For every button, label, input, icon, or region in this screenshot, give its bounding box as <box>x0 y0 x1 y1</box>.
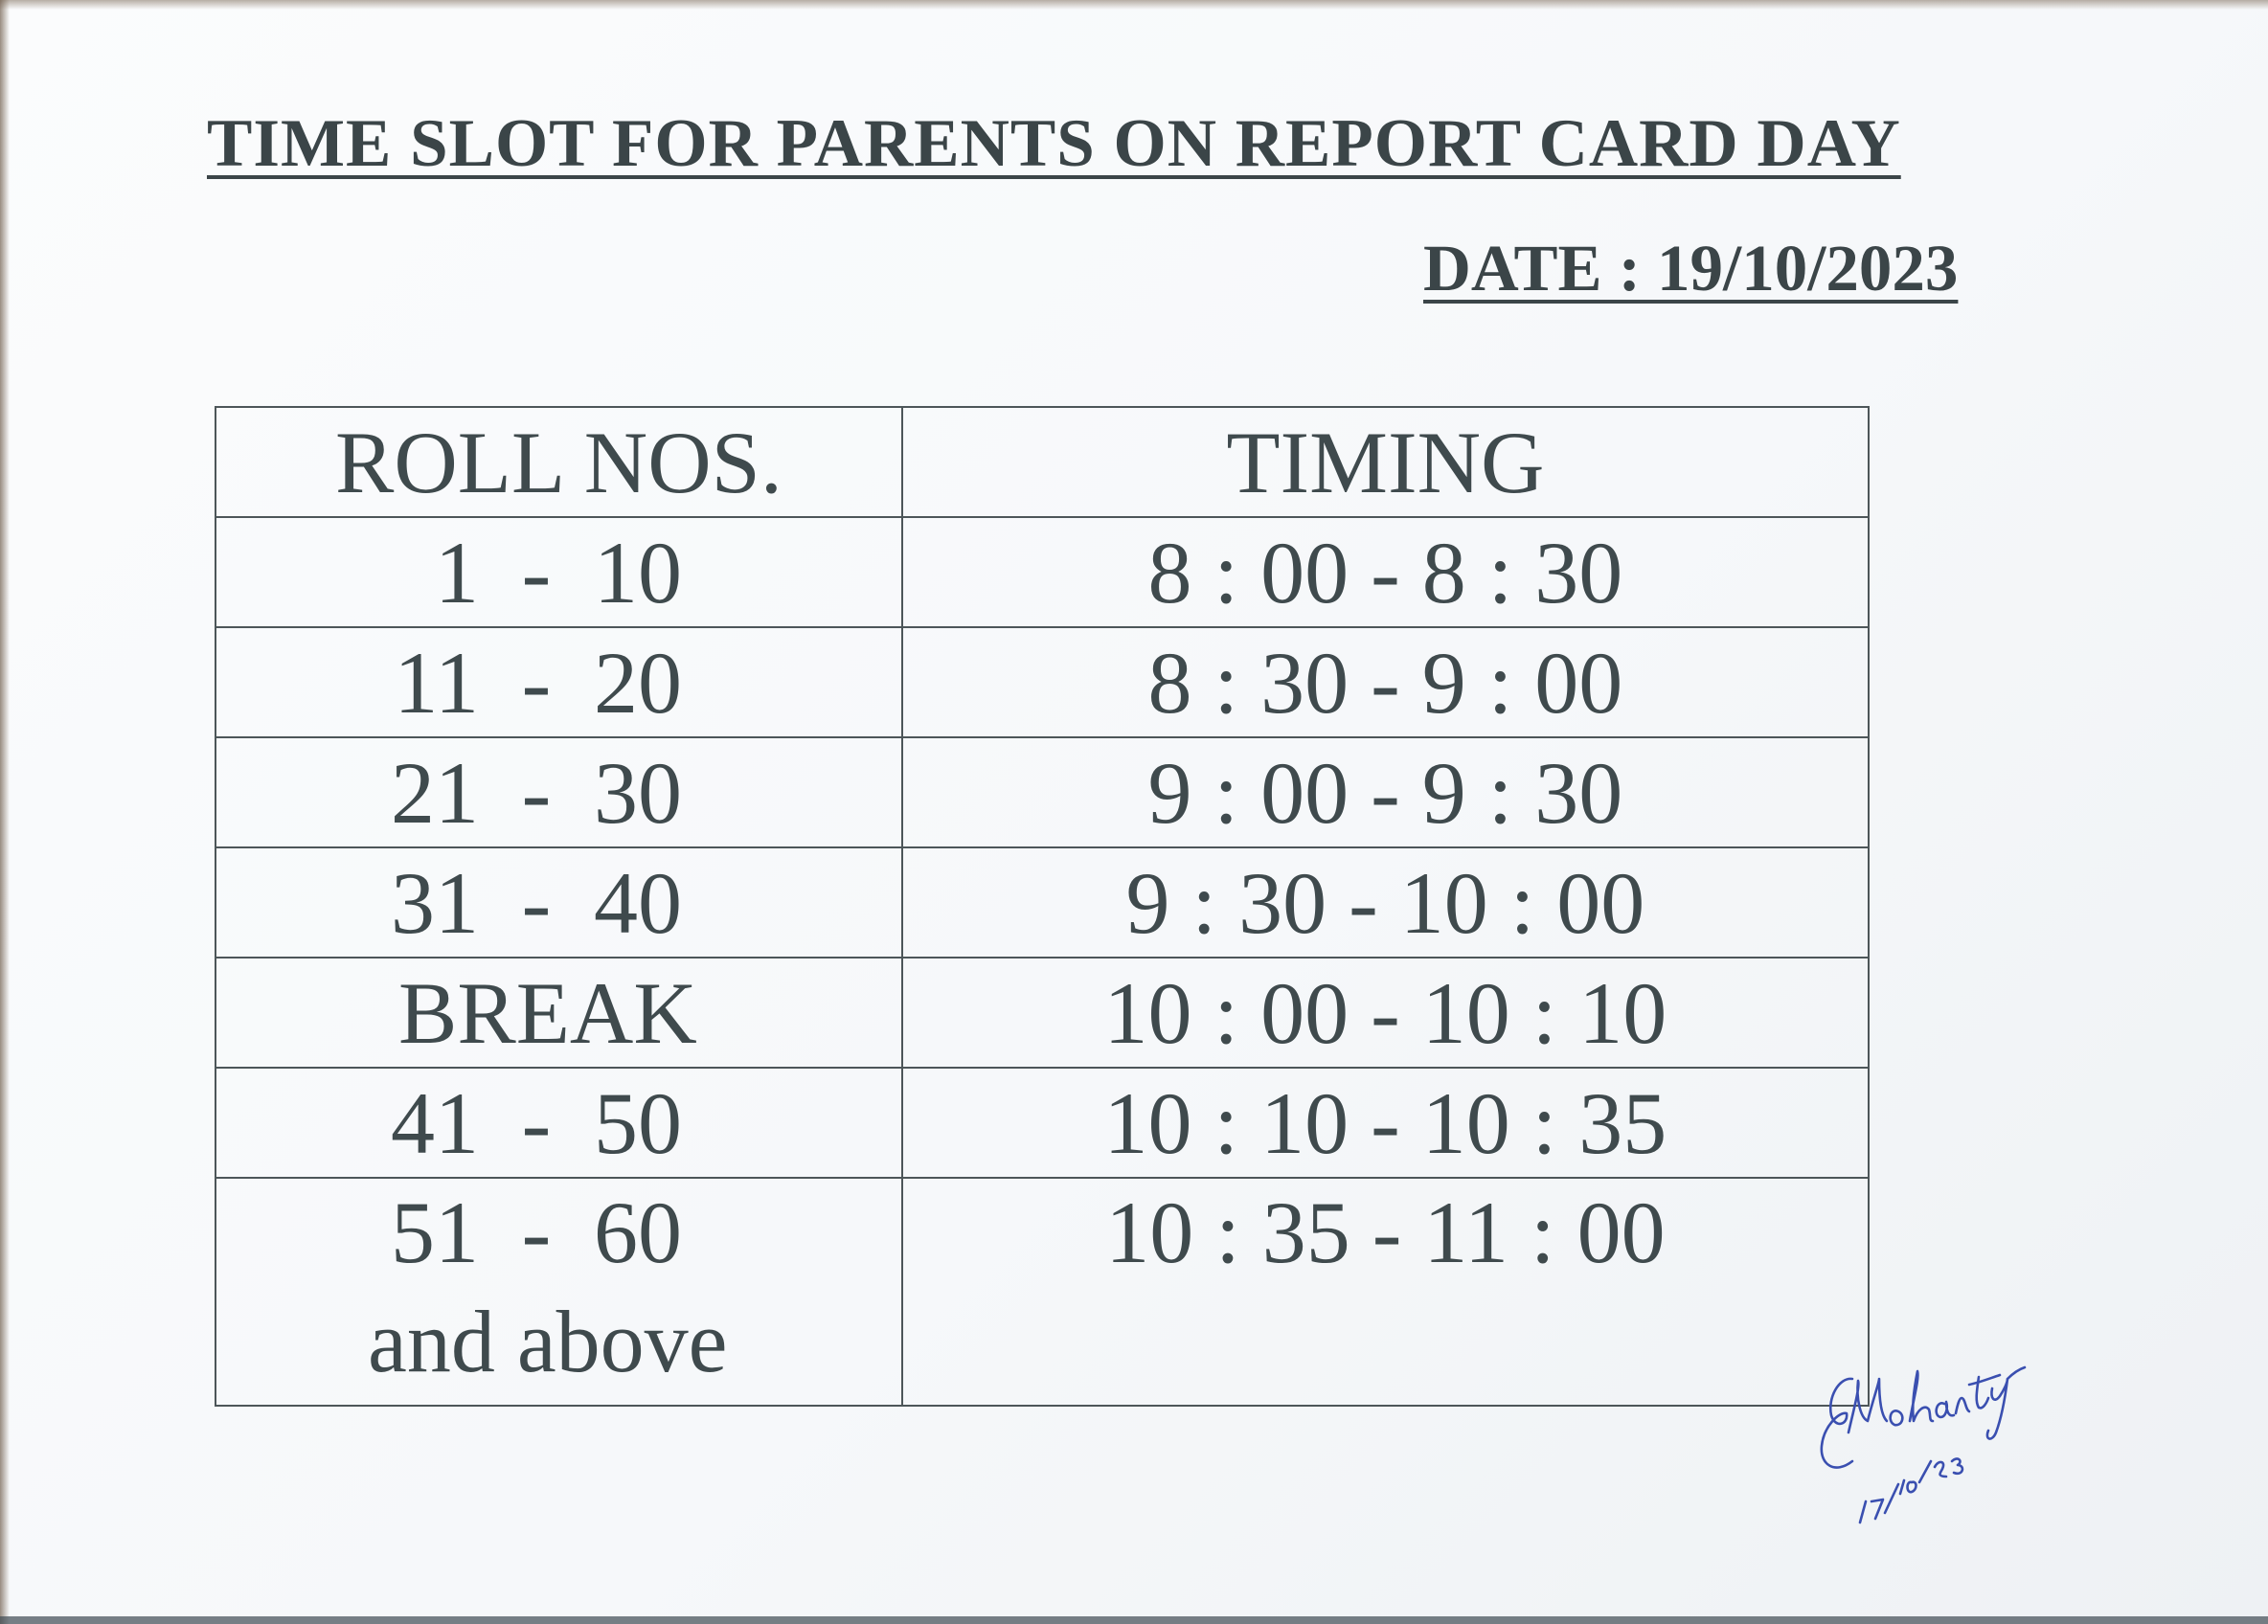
header-timing: TIMING <box>902 407 1869 517</box>
table-row <box>215 517 1869 627</box>
roll-separator: - <box>521 853 552 952</box>
roll-to: 10 <box>594 523 682 621</box>
document-title: TIME SLOT FOR PARENTS ON REPORT CARD DAY <box>207 106 1901 181</box>
roll-range-cell <box>215 517 902 627</box>
time-slot-table <box>215 406 1870 1407</box>
timing-cell: 8 : 30 - 9 : 00 <box>902 627 1869 737</box>
roll-to: 30 <box>594 743 682 842</box>
paper-left-edge <box>0 0 10 1624</box>
roll-from: 51 <box>391 1184 479 1281</box>
roll-separator: - <box>521 1073 552 1172</box>
paper-bottom-edge <box>0 1616 2268 1624</box>
roll-separator: - <box>521 743 552 842</box>
roll-range-cell <box>215 737 902 847</box>
roll-to: 40 <box>594 853 682 952</box>
roll-from: 31 <box>391 853 479 952</box>
timing-cell: 9 : 30 - 10 : 00 <box>902 847 1869 958</box>
table-header-row <box>215 407 1869 517</box>
roll-range-cell <box>215 847 902 958</box>
roll-separator: - <box>521 523 552 621</box>
timing-cell: 9 : 00 - 9 : 30 <box>902 737 1869 847</box>
roll-from: 11 <box>394 633 479 732</box>
roll-to: 60 <box>594 1184 682 1281</box>
roll-to: 50 <box>594 1073 682 1172</box>
document-date: DATE : 19/10/2023 <box>1423 232 1959 304</box>
table-row <box>215 1068 1869 1178</box>
handwritten-signature <box>1810 1341 2030 1551</box>
roll-from: 1 <box>435 523 479 621</box>
timing-cell: 10 : 00 - 10 : 10 <box>902 958 1869 1068</box>
roll-separator: - <box>521 633 552 732</box>
timing-cell: 10 : 35 - 11 : 00 <box>902 1178 1869 1406</box>
roll-from: 41 <box>391 1073 479 1172</box>
table-row <box>215 627 1869 737</box>
roll-range-note: and above <box>368 1293 728 1390</box>
roll-range-cell <box>215 1068 902 1178</box>
header-roll-nos: ROLL NOS. <box>215 407 902 517</box>
table-row <box>215 737 1869 847</box>
roll-to: 20 <box>594 633 682 732</box>
roll-from: 21 <box>391 743 479 842</box>
table-row <box>215 1178 1869 1406</box>
roll-range-cell <box>215 1178 902 1406</box>
break-label: BREAK <box>215 958 902 1068</box>
table-row-break <box>215 958 1869 1068</box>
roll-range-cell <box>215 627 902 737</box>
timing-cell: 10 : 10 - 10 : 35 <box>902 1068 1869 1178</box>
paper-top-edge <box>0 0 2268 10</box>
roll-separator: - <box>521 1184 552 1281</box>
timing-cell: 8 : 00 - 8 : 30 <box>902 517 1869 627</box>
table-row <box>215 847 1869 958</box>
